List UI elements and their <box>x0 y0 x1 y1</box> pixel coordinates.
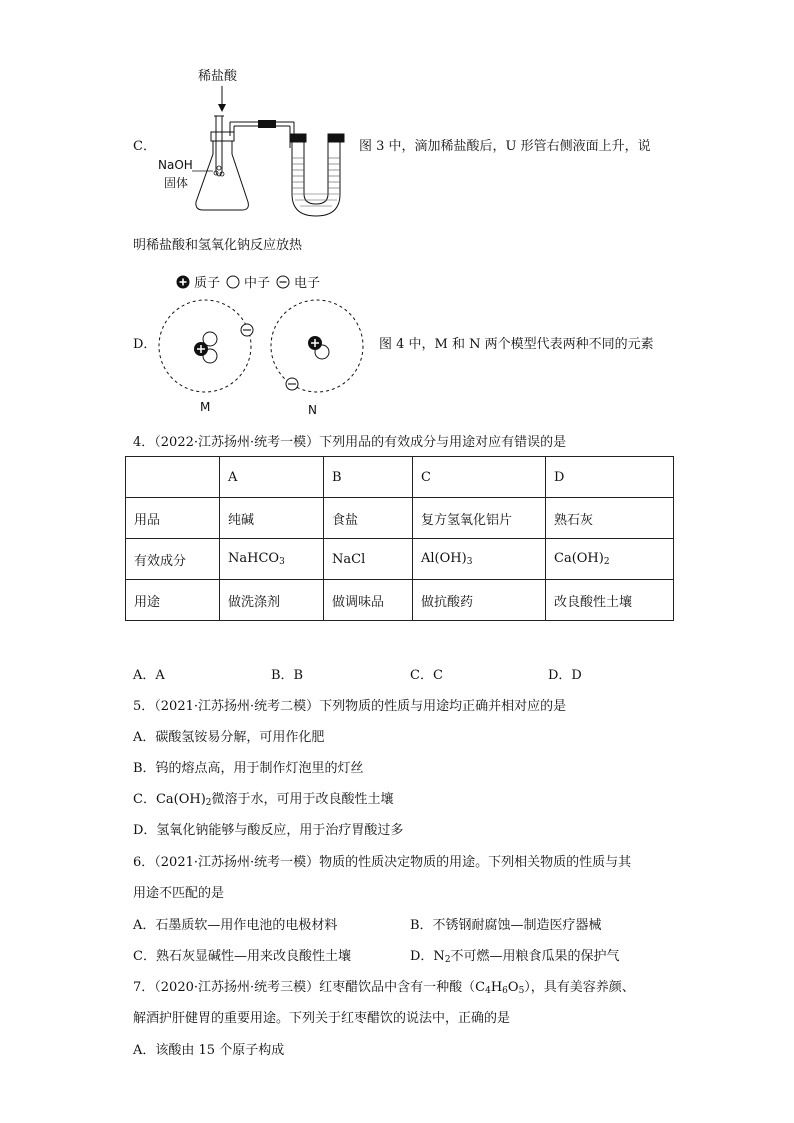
q3c-text-line1: 图 3 中，滴加稀盐酸后，U 形管右侧液面上升，说 <box>359 139 651 154</box>
dropper-arrow <box>218 86 226 112</box>
u-tube <box>290 122 344 216</box>
q3d-label: D． <box>133 337 157 352</box>
q6-stem-line2: 用途不匹配的是 <box>133 886 225 901</box>
table-cell: 用途 <box>126 580 220 621</box>
table-cell: 纯碱 <box>220 498 324 539</box>
table-cell: C <box>413 457 546 498</box>
table-cell: 食盐 <box>324 498 413 539</box>
table-cell: NaHCO$_3$ <box>220 539 324 580</box>
particle-legend <box>176 272 320 291</box>
table-row <box>126 539 674 580</box>
q5-option-b: B．钨的熔点高，用于制作灯泡里的灯丝 <box>133 761 364 776</box>
q7-stem-line2: 解酒护肝健胃的重要用途。下列关于红枣醋饮的说法中，正确的是 <box>133 1011 511 1026</box>
q5-option-a: A．碳酸氢铵易分解，可用作化肥 <box>133 730 325 745</box>
q3d-text: 图 4 中，M 和 N 两个模型代表两种不同的元素 <box>379 337 654 352</box>
q4-option-d: D．D <box>548 668 582 683</box>
atom-model-m <box>159 300 253 414</box>
table-cell: $Al(OH)_3$ <box>413 539 546 580</box>
table-row <box>126 580 674 621</box>
atom-model-n <box>271 300 363 417</box>
q4-option-a: A．A <box>133 668 165 683</box>
rubber-connector <box>258 120 276 128</box>
neutron-label: 中子 <box>244 276 271 291</box>
q4-option-b: B．B <box>271 668 304 683</box>
table-cell: 有效成分 <box>126 539 220 580</box>
u-tube-liquid <box>292 158 340 206</box>
q7-option-a: A．该酸由 15 个原子构成 <box>133 1043 285 1058</box>
q6-stem-line1: 6．（2021·江苏扬州·统考一模）物质的性质决定物质的用途。下列相关物质的性质与其 <box>133 855 632 870</box>
q4-option-c: C．C <box>410 668 443 683</box>
table-cell: 复方氢氧化铝片 <box>413 498 546 539</box>
q5-stem: 5．（2021·江苏扬州·统考二模）下列物质的性质与用途均正确并相对应的是 <box>133 699 567 714</box>
table-row <box>126 457 674 498</box>
apparatus-figure-3 <box>150 62 360 222</box>
q6-option-c: C．熟石灰显碱性—用来改良酸性土壤 <box>133 949 351 964</box>
q4-table <box>125 456 674 621</box>
q6-option-d: D．$N_2$不可燃—用粮食瓜果的保护气 <box>410 949 620 965</box>
atom-models-figure-4 <box>150 296 370 420</box>
q3c-text-line2: 明稀盐酸和氢氧化钠反应放热 <box>133 238 303 253</box>
table-cell: D <box>546 457 674 498</box>
q4-stem: 4．（2022·江苏扬州·统考一模）下列用品的有效成分与用途对应有错误的是 <box>133 435 567 450</box>
q5-option-c: C．$Ca(OH)_2$微溶于水，可用于改良酸性土壤 <box>133 792 394 808</box>
table-row <box>126 498 674 539</box>
electron-icon <box>276 275 290 289</box>
solid-label: 固体 <box>164 176 189 190</box>
table-cell: $Ca(OH)_2$ <box>546 539 674 580</box>
table-cell: NaCl <box>324 539 413 580</box>
q7-stem-line1: 7．（2020·江苏扬州·统考三模）红枣醋饮品中含有一种酸$(C_4H_6O_5)$，具有美容养颜、 <box>133 980 635 996</box>
table-cell: B <box>324 457 413 498</box>
q5-option-d: D．氢氧化钠能够与酸反应，用于治疗胃酸过多 <box>133 823 404 838</box>
model-m-label: M <box>200 400 211 414</box>
table-cell: A <box>220 457 324 498</box>
model-n-label: N <box>308 403 317 417</box>
q6-option-b: B．不锈钢耐腐蚀—制造医疗器械 <box>410 918 602 933</box>
naoh-label: NaOH <box>158 158 193 172</box>
table-cell: 做调味品 <box>324 580 413 621</box>
proton-label: 质子 <box>194 276 221 291</box>
q3c-label: C． <box>133 139 156 154</box>
table-cell: 做抗酸药 <box>413 580 546 621</box>
q6-option-a: A．石墨质软—用作电池的电极材料 <box>133 918 338 933</box>
table-cell: 用品 <box>126 498 220 539</box>
table-cell: 做洗涤剂 <box>220 580 324 621</box>
acid-label: 稀盐酸 <box>198 69 238 84</box>
table-cell: 改良酸性土壤 <box>546 580 674 621</box>
table-cell <box>126 457 220 498</box>
proton-icon <box>176 275 190 289</box>
conical-flask <box>196 116 294 210</box>
electron-label: 电子 <box>294 276 321 291</box>
neutron-icon <box>226 275 240 289</box>
table-cell: 熟石灰 <box>546 498 674 539</box>
